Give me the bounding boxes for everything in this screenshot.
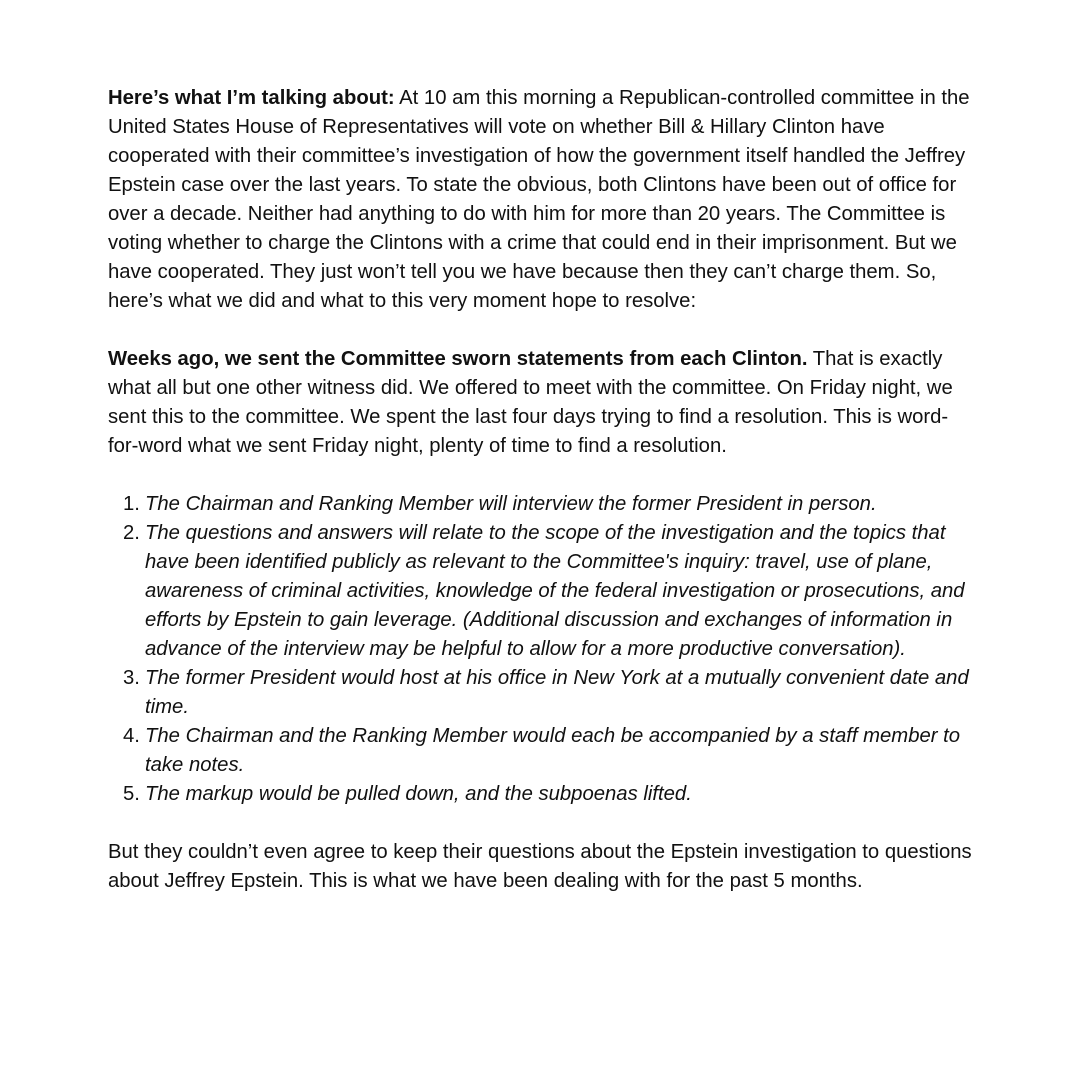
list-item-number: 4. (123, 725, 140, 747)
paragraph-intro-body: At 10 am this morning a Republican-controlled committee in the United States House of Representatives will vote on whether Bill & Hillary Clinton have cooperated with their committee’s investigation of how the government itself handled the Jeffrey Epstein case over the last years. To state the obvious, both Clintons have been out of office for over a decade. Neither had anything to do with him for more than 20 years. The Committee is voting whether to charge the Clintons with a crime that could end in their imprisonment. But we have cooperated. They just won’t tell you we have because then they can’t charge them. So, here’s what we did and what to this very moment hope to resolve: (108, 87, 970, 312)
list-item-text: he Chairman and Ranking Member will interview the former President in person. (157, 493, 877, 515)
paragraph-intro (108, 84, 978, 316)
list-item-number: 1. (123, 493, 140, 515)
statement-document (108, 84, 978, 896)
paragraph-sworn-statements (108, 345, 978, 461)
paragraph-sworn-statements-lead: Weeks ago, we sent the Committee sworn statements from each Clinton. (108, 348, 808, 370)
list-item (108, 780, 978, 809)
list-item (108, 490, 978, 519)
paragraph-closing: But they couldn’t even agree to keep their questions about the Epstein investigation to questions about Jeffrey Epstein. This is what we have been dealing with for the past 5 months. (108, 841, 972, 892)
proposal-terms-list (108, 490, 978, 809)
list-item-text: The Chairman and the Ranking Member would each be accompanied by a staff member to take notes. (145, 725, 961, 776)
list-item-text: The questions and answers will relate to the scope of the investigation and the topics that have been identified publicly as relevant to the Committee's inquiry: travel, use of plane, awareness of criminal activities, knowledge of the federal investigation or prosecutions, and efforts by Epstein to gain leverage. (Additional discussion and exchanges of information in advance of the interview may be helpful to allow for a more productive conversation). (145, 522, 965, 660)
list-item-text: The markup would be pulled down, and the subpoenas lifted. (145, 783, 692, 805)
list-item-initial: T (145, 493, 158, 515)
list-item (108, 722, 978, 780)
list-item-number: 2. (123, 522, 140, 544)
list-item (108, 664, 978, 722)
list-item (108, 519, 978, 664)
paragraph-intro-lead: Here’s what I’m talking about: (108, 87, 395, 109)
list-item-number: 5. (123, 783, 140, 805)
paragraph-sworn-statements-body: That is exactly what all but one other witness did. We offered to meet with the committee. On Friday night, we sent this to the committee. We spent the last four days trying to find a resolution. This is word-for-word what we sent Friday night, plenty of time to find a resolution. (108, 348, 953, 457)
list-item-number: 3. (123, 667, 140, 689)
list-item-text: The former President would host at his office in New York at a mutually convenient date and time. (145, 667, 969, 718)
